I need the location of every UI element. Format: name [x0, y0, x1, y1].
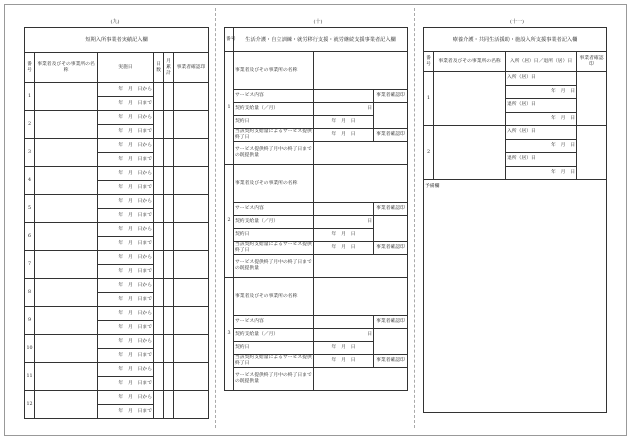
- confirm-seal-cell[interactable]: [174, 251, 209, 279]
- col-confirm-header: 事業者確認印: [174, 53, 209, 83]
- days-cell[interactable]: [154, 195, 164, 223]
- service-end-cell[interactable]: 年 月 日: [314, 129, 374, 142]
- page-number-9: (九): [110, 19, 120, 25]
- row-number: 10: [25, 335, 35, 363]
- days-cell[interactable]: [154, 167, 164, 195]
- table-row: [225, 103, 408, 116]
- table-row: [25, 83, 209, 97]
- cumulative-cell[interactable]: [164, 279, 174, 307]
- days-cell[interactable]: [154, 363, 164, 391]
- service-end-cell[interactable]: 年 月 日: [314, 242, 374, 255]
- period-from-cell[interactable]: 年 月 日から: [98, 335, 154, 349]
- confirm-seal-cell[interactable]: [174, 195, 209, 223]
- contract-date-cell[interactable]: 年 月 日: [314, 342, 374, 355]
- provider-name-cell[interactable]: [314, 165, 408, 203]
- confirm-seal-label: 事業者確認印: [374, 203, 408, 216]
- cumulative-cell[interactable]: [164, 83, 174, 111]
- provider-name-cell[interactable]: [434, 72, 506, 126]
- period-from-cell[interactable]: 年 月 日から: [98, 363, 154, 377]
- confirm-seal-cell[interactable]: [174, 279, 209, 307]
- service-content-label: サービス内容: [234, 90, 314, 103]
- period-to-cell[interactable]: 年 月 日まで: [98, 377, 154, 391]
- period-from-cell[interactable]: 年 月 日から: [98, 139, 154, 153]
- provider-name-cell[interactable]: [35, 363, 98, 391]
- enter-date-label: 入所（居）日: [506, 126, 577, 140]
- panel3-name-header: 事業者及びその事業所の名称: [434, 52, 506, 72]
- row-number: 3: [25, 139, 35, 167]
- provider-name-label: 事業者及びその事業所の名称: [234, 52, 314, 90]
- period-to-cell[interactable]: 年 月 日まで: [98, 209, 154, 223]
- row-number: 5: [25, 195, 35, 223]
- panel3-title: 療養介護・共同生活援助・施設入所支援事業者記入欄: [424, 28, 607, 52]
- provided-amount-label: サービス提供終了月中の終了日までの既提供量: [234, 255, 314, 278]
- confirm-seal-label: 事業者確認印: [374, 90, 408, 103]
- cumulative-cell[interactable]: [164, 167, 174, 195]
- contract-amount-label: 契約支給量（／月）: [234, 329, 314, 342]
- provider-name-cell[interactable]: [35, 251, 98, 279]
- days-cell[interactable]: [154, 391, 164, 419]
- row-number: 4: [25, 167, 35, 195]
- provided-amount-cell[interactable]: [314, 255, 408, 278]
- residential-record-table: [423, 27, 607, 413]
- period-to-cell[interactable]: 年 月 日まで: [98, 321, 154, 335]
- provider-name-label: 事業者及びその事業所の名称: [234, 278, 314, 316]
- contract-amount-label: 契約支給量（／月）: [234, 216, 314, 229]
- leave-date-cell[interactable]: 年 月 日: [506, 112, 577, 126]
- block-number: 3: [225, 278, 234, 391]
- service-end-label: 当該契約支給量によるサービス提供終了日: [235, 129, 312, 140]
- period-from-cell[interactable]: 年 月 日から: [98, 251, 154, 265]
- days-cell[interactable]: [154, 251, 164, 279]
- table-row: [25, 167, 209, 181]
- table-row: [225, 316, 408, 329]
- confirm-seal-cell[interactable]: [577, 126, 607, 180]
- provider-name-cell[interactable]: [35, 223, 98, 251]
- period-to-cell[interactable]: 年 月 日まで: [98, 181, 154, 195]
- daytime-service-record-table: [224, 27, 408, 391]
- period-to-cell[interactable]: 年 月 日まで: [98, 97, 154, 111]
- table-row: [225, 255, 408, 278]
- panel3-number-header: 番号: [424, 52, 434, 72]
- col-number-header: 番号: [25, 53, 35, 83]
- contract-amount-cell[interactable]: 日: [314, 216, 374, 229]
- service-end-cell[interactable]: 年 月 日: [314, 355, 374, 368]
- table-row: [25, 223, 209, 237]
- row-number: 1: [424, 72, 434, 126]
- cumulative-cell[interactable]: [164, 335, 174, 363]
- row-number: 12: [25, 391, 35, 419]
- provider-name-cell[interactable]: [314, 278, 408, 316]
- table-row: [225, 52, 408, 90]
- provider-name-cell[interactable]: [35, 279, 98, 307]
- provider-name-label: 事業者及びその事業所の名称: [234, 165, 314, 203]
- page-number-11: (十一): [510, 19, 524, 25]
- service-content-cell[interactable]: [314, 203, 374, 216]
- row-number: 8: [25, 279, 35, 307]
- provider-name-cell[interactable]: [35, 111, 98, 139]
- enter-date-cell[interactable]: 年 月 日: [506, 139, 577, 153]
- confirm-seal-label: 事業者確認印: [374, 129, 408, 142]
- provider-name-cell[interactable]: [434, 126, 506, 180]
- leave-date-label: 退所（居）日: [506, 153, 577, 167]
- confirm-seal-cell[interactable]: [174, 139, 209, 167]
- row-number: 6: [25, 223, 35, 251]
- cumulative-cell[interactable]: [164, 195, 174, 223]
- provider-name-cell[interactable]: [35, 195, 98, 223]
- cumulative-cell[interactable]: [164, 307, 174, 335]
- service-content-label: サービス内容: [234, 316, 314, 329]
- table-row: [25, 307, 209, 321]
- table-row: [25, 279, 209, 293]
- service-end-label: 当該契約支給量によるサービス提供終了日: [235, 242, 312, 253]
- leave-date-label: 退所（居）日: [506, 99, 577, 113]
- table-row: [225, 90, 408, 103]
- enter-date-cell[interactable]: 年 月 日: [506, 85, 577, 99]
- table-row: [25, 363, 209, 377]
- remarks-label: 予備欄: [425, 184, 440, 189]
- cumulative-cell[interactable]: [164, 363, 174, 391]
- days-cell[interactable]: [154, 139, 164, 167]
- table-row: [225, 165, 408, 203]
- table-row: [25, 111, 209, 125]
- service-end-label: 当該契約支給量によるサービス提供終了日: [235, 355, 312, 366]
- contract-date-label: 契約日: [234, 342, 314, 355]
- remarks-area[interactable]: [424, 180, 607, 413]
- confirm-seal-cell[interactable]: [174, 363, 209, 391]
- contract-amount-label: 契約支給量（／月）: [234, 103, 314, 116]
- period-to-cell[interactable]: 年 月 日まで: [98, 265, 154, 279]
- row-number: 11: [25, 363, 35, 391]
- provider-name-cell[interactable]: [35, 139, 98, 167]
- table-row: [225, 203, 408, 216]
- confirm-seal-label: 事業者確認印: [374, 242, 408, 255]
- row-number: 1: [25, 83, 35, 111]
- table-row: [25, 195, 209, 209]
- table-row: [225, 129, 408, 142]
- contract-date-cell[interactable]: 年 月 日: [314, 229, 374, 242]
- table-row: [225, 216, 408, 229]
- cumulative-cell[interactable]: [164, 139, 174, 167]
- table-row: [225, 242, 408, 255]
- table-row: [225, 278, 408, 316]
- cumulative-cell[interactable]: [164, 391, 174, 419]
- col-cumulative-header: 月累計: [164, 53, 174, 83]
- col-period-header: 実施日: [98, 53, 154, 83]
- days-cell[interactable]: [154, 307, 164, 335]
- service-content-cell[interactable]: [314, 316, 374, 329]
- leave-date-cell[interactable]: 年 月 日: [506, 166, 577, 180]
- panel3-dates-header: 入所（居）日／退所（居）日: [506, 52, 577, 72]
- days-cell[interactable]: [154, 279, 164, 307]
- period-to-cell[interactable]: 年 月 日まで: [98, 125, 154, 139]
- confirm-seal-cell[interactable]: [174, 111, 209, 139]
- period-from-cell[interactable]: 年 月 日から: [98, 83, 154, 97]
- confirm-seal-cell[interactable]: [174, 167, 209, 195]
- days-cell[interactable]: [154, 223, 164, 251]
- confirm-seal-cell[interactable]: [174, 335, 209, 363]
- provided-amount-label: サービス提供終了月中の終了日までの既提供量: [234, 368, 314, 391]
- period-from-cell[interactable]: 年 月 日から: [98, 223, 154, 237]
- table-row: [25, 251, 209, 265]
- confirm-seal-cell[interactable]: [174, 223, 209, 251]
- provider-name-cell[interactable]: [314, 52, 408, 90]
- confirm-seal-label: 事業者確認印: [374, 355, 408, 368]
- row-number: 7: [25, 251, 35, 279]
- row-number: 2: [424, 126, 434, 180]
- contract-date-label: 契約日: [234, 229, 314, 242]
- period-from-cell[interactable]: 年 月 日から: [98, 195, 154, 209]
- period-from-cell[interactable]: 年 月 日から: [98, 279, 154, 293]
- table-row: [225, 355, 408, 368]
- days-cell[interactable]: [154, 335, 164, 363]
- confirm-seal-label: 事業者確認印: [374, 316, 408, 329]
- fold-line-left: [215, 8, 216, 428]
- table-row: [225, 142, 408, 165]
- confirm-seal-cell[interactable]: [374, 103, 408, 129]
- table-row: [225, 368, 408, 391]
- period-to-cell[interactable]: 年 月 日まで: [98, 405, 154, 419]
- period-to-cell[interactable]: 年 月 日まで: [98, 293, 154, 307]
- service-content-label: サービス内容: [234, 203, 314, 216]
- period-from-cell[interactable]: 年 月 日から: [98, 307, 154, 321]
- block-number: 2: [225, 165, 234, 278]
- provider-name-cell[interactable]: [35, 83, 98, 111]
- panel1-title: 短期入所事業者実績記入欄: [25, 28, 209, 53]
- col-days-header: 日数: [154, 53, 164, 83]
- col-provider-name-header: 事業者及びその事業所の名称: [35, 53, 98, 83]
- contract-amount-cell[interactable]: 日: [314, 103, 374, 116]
- table-row: [25, 391, 209, 405]
- days-cell[interactable]: [154, 111, 164, 139]
- table-row: [225, 329, 408, 342]
- block-number: 1: [225, 52, 234, 165]
- table-row: [424, 72, 607, 86]
- panel3-confirm-header: 事業者確認印: [577, 52, 607, 72]
- row-number: 9: [25, 307, 35, 335]
- confirm-seal-cell[interactable]: [174, 391, 209, 419]
- contract-date-cell[interactable]: 年 月 日: [314, 116, 374, 129]
- confirm-seal-cell[interactable]: [374, 216, 408, 242]
- fold-line-right: [414, 8, 415, 428]
- provider-name-cell[interactable]: [35, 167, 98, 195]
- days-cell[interactable]: [154, 83, 164, 111]
- confirm-seal-cell[interactable]: [374, 329, 408, 355]
- page-number-10: (十): [313, 19, 323, 25]
- period-from-cell[interactable]: 年 月 日から: [98, 391, 154, 405]
- provided-amount-label: サービス提供終了月中の終了日までの既提供量: [234, 142, 314, 165]
- cumulative-cell[interactable]: [164, 223, 174, 251]
- period-from-cell[interactable]: 年 月 日から: [98, 167, 154, 181]
- short-stay-record-table: [24, 27, 209, 419]
- provider-name-cell[interactable]: [35, 307, 98, 335]
- period-from-cell[interactable]: 年 月 日から: [98, 111, 154, 125]
- confirm-seal-cell[interactable]: [174, 83, 209, 111]
- period-to-cell[interactable]: 年 月 日まで: [98, 237, 154, 251]
- service-content-cell[interactable]: [314, 90, 374, 103]
- enter-date-label: 入所（居）日: [506, 72, 577, 86]
- period-to-cell[interactable]: 年 月 日まで: [98, 349, 154, 363]
- provider-name-cell[interactable]: [35, 391, 98, 419]
- confirm-seal-cell[interactable]: [577, 72, 607, 126]
- row-number: 2: [25, 111, 35, 139]
- provided-amount-cell[interactable]: [314, 368, 408, 391]
- cumulative-cell[interactable]: [164, 251, 174, 279]
- table-row: [25, 139, 209, 153]
- period-to-cell[interactable]: 年 月 日まで: [98, 153, 154, 167]
- provided-amount-cell[interactable]: [314, 142, 408, 165]
- panel2-title: 生活介護・自立訓練・就労移行支援・就労継続支援事業者記入欄: [234, 28, 408, 52]
- panel2-number-header: 番号: [225, 28, 234, 52]
- table-row: [424, 126, 607, 140]
- contract-amount-cell[interactable]: 日: [314, 329, 374, 342]
- cumulative-cell[interactable]: [164, 111, 174, 139]
- confirm-seal-cell[interactable]: [174, 307, 209, 335]
- contract-date-label: 契約日: [234, 116, 314, 129]
- provider-name-cell[interactable]: [35, 335, 98, 363]
- table-row: [25, 335, 209, 349]
